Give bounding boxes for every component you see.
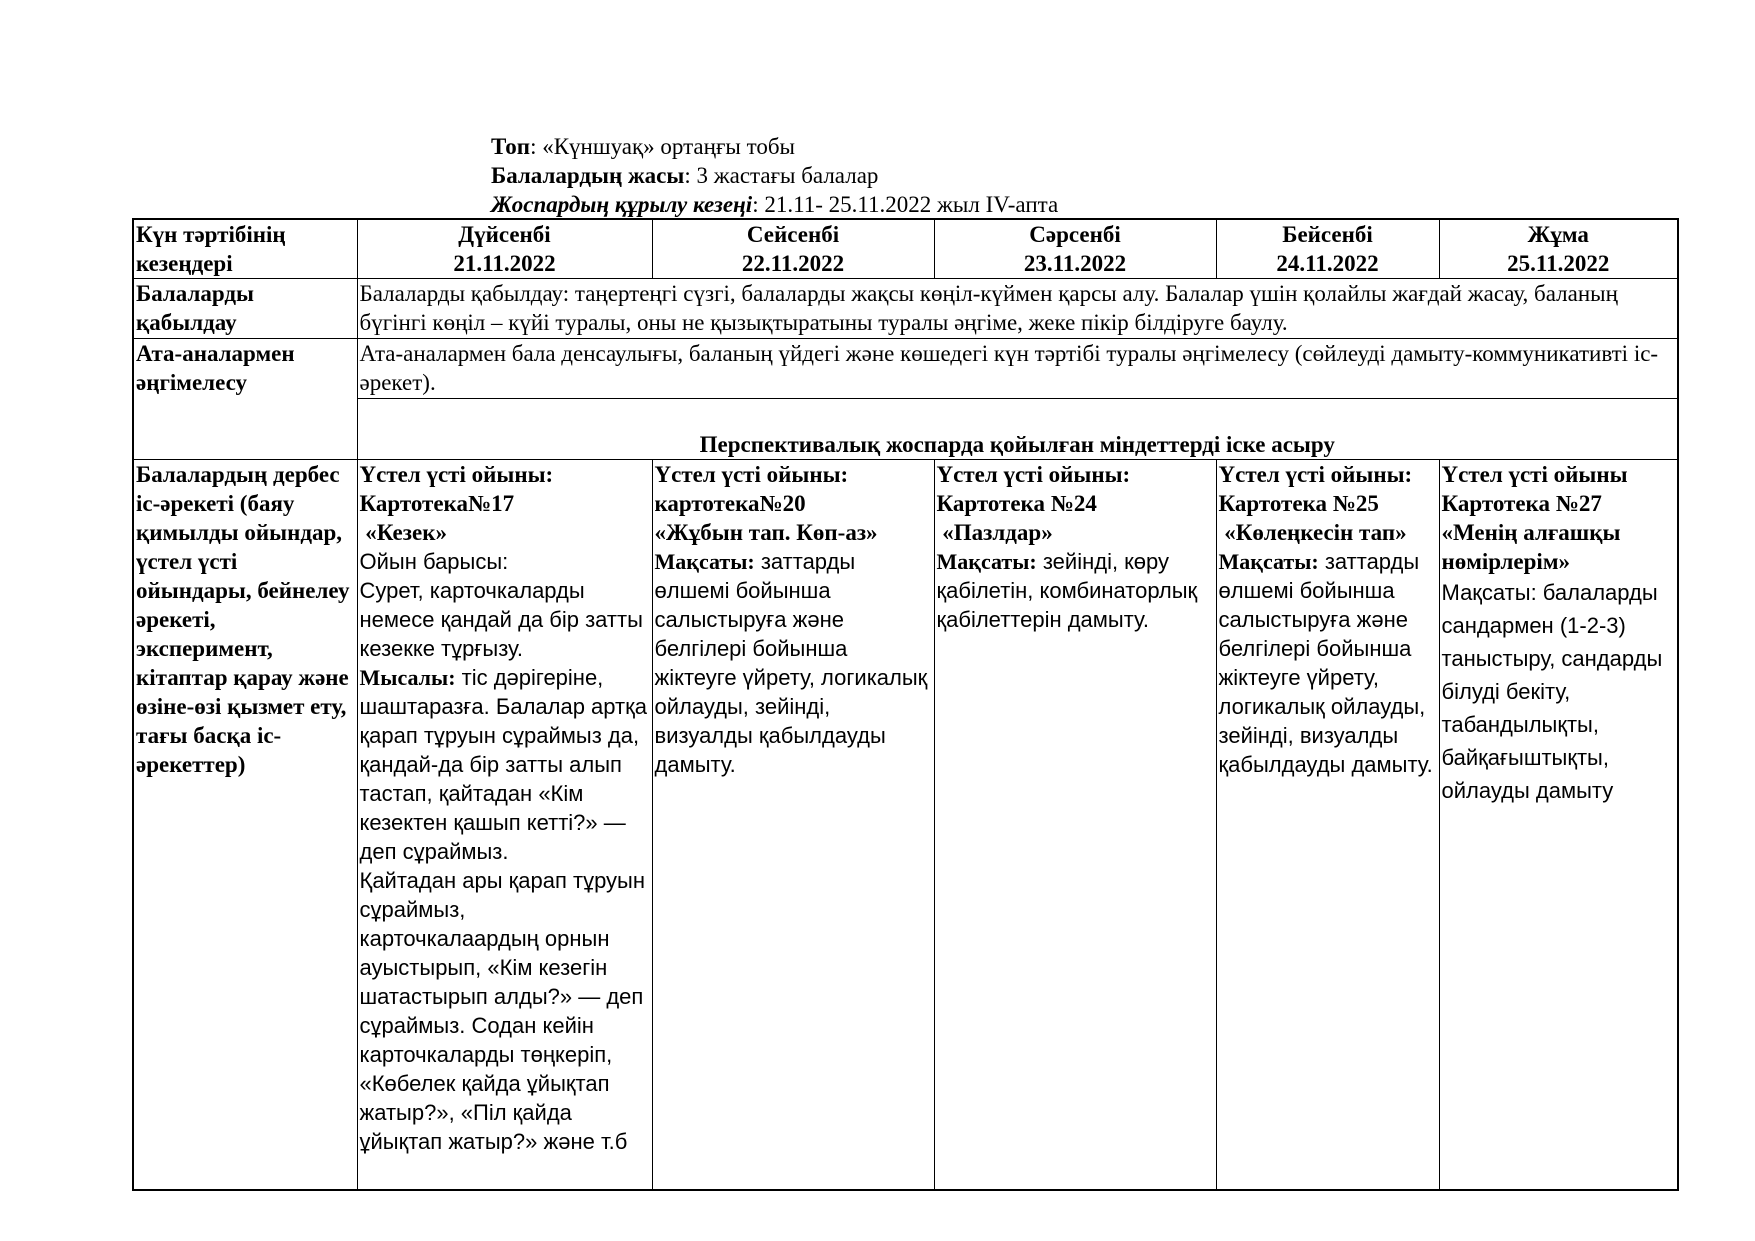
day-header-tue <box>652 219 934 279</box>
perspective-row <box>133 399 1678 460</box>
tue-title3: «Жұбын тап. Көп-аз» <box>654 520 878 545</box>
day-date: 22.11.2022 <box>741 251 845 276</box>
tue-goal <box>655 547 932 779</box>
perspective-heading: Перспективалық жоспарда қойылған міндеттерді іске асыру <box>357 399 1678 460</box>
parents-text: Ата-аналармен бала денсаулығы, баланың үйдегі және көшедегі күн тәртібі туралы әңгімелесу (сөйлеуді дамыту-коммуникативті іс-әрекет). <box>357 339 1678 399</box>
day-header-thu <box>1216 219 1439 279</box>
activity-fri <box>1439 460 1678 1191</box>
age-value: : 3 жастағы балалар <box>684 163 879 188</box>
thu-goal-label: Мақсаты: <box>1218 549 1319 574</box>
day-date: 25.11.2022 <box>1507 251 1610 276</box>
thu-title1: Үстел үсті ойыны: <box>1218 462 1413 487</box>
group-label: Топ <box>491 134 531 159</box>
day-date: 23.11.2022 <box>1023 251 1127 276</box>
tue-goal-label: Мақсаты: <box>654 549 755 574</box>
parents-row <box>133 339 1678 399</box>
thu-title3: «Көлеңкесін тап» <box>1218 520 1407 545</box>
mon-example <box>360 663 650 866</box>
mon-title3: «Кезек» <box>359 520 447 545</box>
period-line <box>491 190 1591 219</box>
reception-label: Балаларды қабылдау <box>133 279 357 339</box>
table-header-row <box>133 219 1678 279</box>
wed-goal <box>937 547 1214 634</box>
thu-goal <box>1219 547 1437 779</box>
activity-label: Балалардың дербес іс-әрекеті (баяу қимылды ойындар, үстел үсті ойындары, бейнелеу әрекеті, эксперимент, кітаптар қарау және өзіне-өзі қызмет ету, тағы басқа іс-әрекеттер) <box>133 460 357 1191</box>
day-date: 21.11.2022 <box>453 251 556 276</box>
fri-title1: Үстел үсті ойыны <box>1441 462 1628 487</box>
day-date: 24.11.2022 <box>1276 251 1379 276</box>
day-name: Жұма <box>1527 222 1589 247</box>
wed-title3: «Пазлдар» <box>936 520 1053 545</box>
mon-title1: Үстел үсті ойыны: <box>359 462 554 487</box>
wed-title1: Үстел үсті ойыны: <box>936 462 1131 487</box>
wed-title2: Картотека №24 <box>936 491 1097 516</box>
day-name: Дүйсенбі <box>458 222 551 247</box>
mon-example-text: тіс дәрігеріне, шаштаразға. Балалар артқа қарап тұруын сұраймыз да, қандай-да бір затты алып тастап, қайтадан «Кім кезектен қашып кетті?» — деп сұраймыз. <box>359 665 647 864</box>
period-label: Жоспардың құрылу кезеңі <box>491 192 753 217</box>
document-header <box>491 132 1591 219</box>
tue-goal-text: заттарды өлшемі бойынша салыстыруға және белгілері бойынша жіктеуге үйрету, логикалық ойлауды, зейінді, визуалды қабылдауды дамыту. <box>654 549 928 777</box>
tue-title1: Үстел үсті ойыны: <box>654 462 849 487</box>
thu-goal-text: заттарды өлшемі бойынша салыстыруға және белгілері бойынша жіктеуге үйрету, логикалық ойлауды, зейінді, визуалды қабылдауды дамыту. <box>1218 549 1433 777</box>
day-header-mon <box>357 219 652 279</box>
day-header-fri <box>1439 219 1678 279</box>
day-header-wed <box>934 219 1216 279</box>
day-name: Сәрсенбі <box>1029 222 1121 247</box>
mon-line2: Сурет, карточкаларды немесе қандай да бір затты кезекке тұрғызу. <box>359 578 643 661</box>
day-name: Сейсенбі <box>746 222 840 247</box>
weekly-plan-table <box>132 218 1679 1191</box>
tue-title2: картотека№20 <box>654 491 806 516</box>
mon-line3: Қайтадан ары қарап тұруын сұраймыз, карточкалаардың орнын ауыстырып, «Кім кезегін шатастырып алды?» — деп сұраймыз. Содан кейін карточкаларды төңкеріп, «Көбелек қайда ұйықтап жатыр?», «Піл қайда ұйықтап жатыр?» және т.б <box>359 868 646 1154</box>
wed-goal-label: Мақсаты: <box>936 549 1037 574</box>
activity-tue <box>652 460 934 1191</box>
fri-title2: Картотека №27 <box>1441 491 1602 516</box>
group-line <box>491 132 1591 161</box>
mon-example-label: Мысалы: <box>359 665 456 690</box>
reception-text: Балаларды қабылдау: таңертеңгі сүзгі, балаларды жақсы көңіл-күймен қарсы алу. Балалар үшін қолайлы жағдай жасау, баланың бүгінгі көңіл – күйі туралы, оны не қызықтыратыны туралы әңгіме, жеке пікір білдіруге баулу. <box>357 279 1678 339</box>
activity-mon <box>357 460 652 1191</box>
mon-title2: Картотека№17 <box>359 491 515 516</box>
parents-label: Ата-аналармен әңгімелесу <box>133 339 357 460</box>
activity-thu <box>1216 460 1439 1191</box>
reception-row <box>133 279 1678 339</box>
fri-title3: «Менің алғашқы нөмірлерім» <box>1441 520 1621 574</box>
age-label: Балалардың жасы <box>491 163 685 188</box>
group-value: : «Күншуақ» ортаңғы тобы <box>530 134 795 159</box>
activity-row <box>133 460 1678 1191</box>
day-name: Бейсенбі <box>1282 222 1373 247</box>
wed-goal-text: зейінді, көру қабілетін, комбинаторлық қабілеттерін дамыту. <box>936 549 1198 632</box>
corner-cell: Күн тәртібінің кезеңдері <box>133 219 357 279</box>
period-value: : 21.11- 25.11.2022 жыл IV-апта <box>752 192 1059 217</box>
activity-wed <box>934 460 1216 1191</box>
mon-line1: Ойын барысы: <box>359 549 509 574</box>
thu-title2: Картотека №25 <box>1218 491 1379 516</box>
fri-goal: Мақсаты: балаларды сандармен (1-2-3) таныстыру, сандарды білуді бекіту, табандылықты, байқағыштықты, ойлауды дамыту <box>1441 580 1663 803</box>
age-line <box>491 161 1591 190</box>
